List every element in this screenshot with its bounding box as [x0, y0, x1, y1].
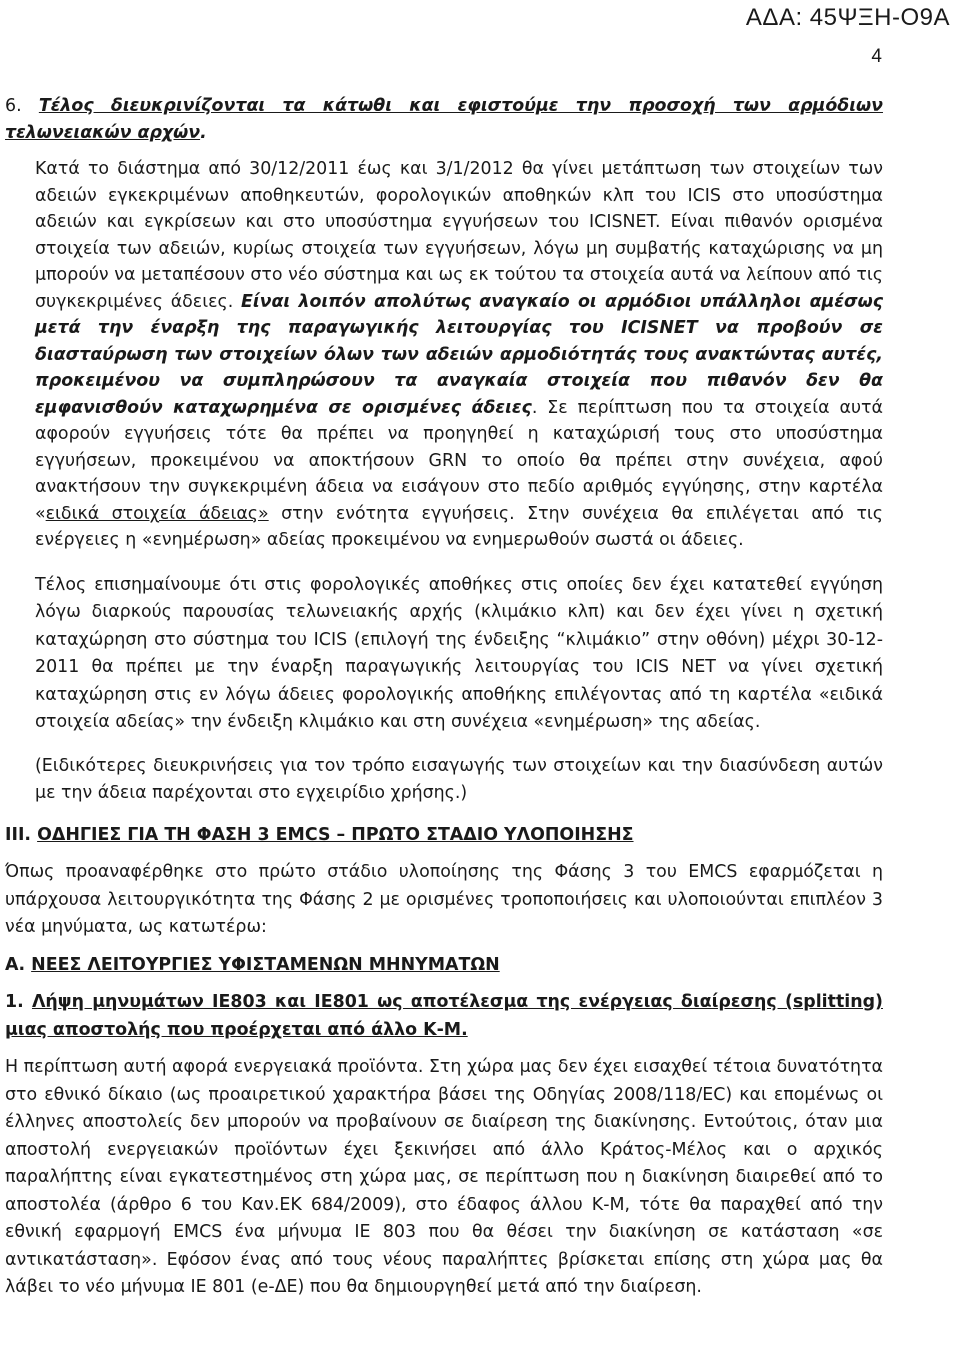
section-3-intro: Όπως προαναφέρθηκε στο πρώτο στάδιο υλοποίησης της Φάσης 3 του EMCS εφαρμόζεται η υπάρχουσα λειτουργικότητα της Φάσης 2 με ορισμένες τροποποιήσεις και υλοποιούνται επιπλέον 3 νέα μηνύματα, ως κατωτέρω:	[5, 862, 883, 937]
item-6-paragraph-3: (Ειδικότερες διευκρινήσεις για τον τρόπο εισαγωγής των στοιχείων και την διασύνδεση αυτών με την άδεια παρέχονται στο εγχειρίδιο χρήσης.)	[35, 755, 883, 803]
item-1-title: Λήψη μηνυμάτων IE803 και IE801 ως αποτέλεσμα της ενέργειας διαίρεσης (splitting) μιας αποστολής που προέρχεται από άλλο Κ-Μ.	[5, 992, 883, 1040]
page-number: 4	[871, 46, 882, 67]
item-1-body: Η περίπτωση αυτή αφορά ενεργειακά προϊόντα. Στη χώρα μας δεν έχει εισαχθεί τέτοια δυνατότητα στο εθνικό δίκαιο (ως προαιρετικού χαρακτήρα βάσει της Οδηγίας 2008/118/EC) και επομένως οι έλληνες αποστολείς δεν μπορούν να προβαίνουν σε διαίρεση της διακίνησης. Εντούτοις, όταν μια αποστολή ενεργειακών προϊόντων έχει ξεκινήσει από άλλο Κράτος-Μέλος και ο αρχικός παραλήπτης είναι εγκατεστημένος στη χώρα μας, σε περίπτωση που η διακίνηση διαιρεθεί από το αποστολέα (άρθρο 6 του Καν.ΕΚ 684/2009), στο έδαφος άλλου Κ-Μ, τότε θα παραχθεί από την εθνική εφαρμογή EMCS ένα μήνυμα IE 803 που θα θέσει την διακίνηση σε κατάσταση «σε αντικατάσταση». Εφόσον ένας από τους νέους παραλήπτες βρίσκεται επίσης στη χώρα μας θα λάβει το νέο μήνυμα IE 801 (e-ΔΕ) που θα δημιουργηθεί μετά από την διαίρεση.	[5, 1057, 883, 1297]
item-6-number: 6.	[5, 96, 22, 116]
section-3-title: ΟΔΗΓΙΕΣ ΓΙΑ ΤΗ ΦΑΣΗ 3 EMCS – ΠΡΩΤΟ ΣΤΑΔΙΟ ΥΛΟΠΟΙΗΣΗΣ	[37, 824, 634, 845]
section-3-number: III.	[5, 824, 32, 845]
paragraph-1-continued: . Σε περίπτωση που τα στοιχεία αυτά αφορούν εγγυήσεις τότε θα πρέπει να προηγηθεί η καταχώρισή τους στο υποσύστημα εγγυήσεων, προκειμένου να αποκτήσουν GRN το οποίο θα πρέπει στην συνέχεια, αφού ανακτήσουν την συγκεκριμένη άδεια να εισάγουν στο πεδίο αριθμός εγγύησης, στην καρτέλα «	[35, 397, 883, 524]
item-6-title: Τέλος διευκρινίζονται τα κάτωθι και εφιστούμε την προσοχή των αρμόδιων τελωνειακών αρχών	[5, 96, 883, 143]
ada-code: ΑΔΑ: 45ΨΞΗ-Ο9Α	[745, 4, 950, 31]
special-info-link[interactable]: ειδικά στοιχεία άδειας»	[45, 503, 269, 524]
item-6-heading	[5, 93, 883, 146]
paragraph-1-end: στην ενότητα εγγυήσεις. Στην συνέχεια θα επιλέγεται από τις ενέργειες η «ενημέρωση» αδείας προκειμένου να ενημερωθούν σωστά οι άδειες.	[35, 503, 884, 550]
item-1-number: 1.	[5, 992, 24, 1012]
item-6-paragraph-2: Τέλος επισημαίνουμε ότι στις φορολογικές αποθήκες στις οποίες δεν έχει κατατεθεί εγγύηση λόγω διαρκούς παρουσίας τελωνειακής αρχής (κλιμάκιο κλπ) και δεν έχει γίνει η σχετική καταχώρηση στο σύστημα του ICIS (επιλογή της ένδειξης “κλιμάκιο” στην οθόνη) μέχρι 30-12-2011 θα πρέπει με την έναρξη παραγωγικής λειτουργίας του ICIS NET να γίνει σχετική καταχώρηση στις εν λόγω άδειες φορολογικής αποθήκης επιλέγοντας από τη καρτέλα «ειδικά στοιχεία αδείας» την ένδειξη κλιμάκιο και στη συνέχεια «ενημέρωση» της αδείας.	[35, 574, 883, 732]
document-body	[5, 93, 884, 1302]
item-6-paragraph-1	[35, 156, 883, 554]
subsection-a-letter: Α.	[5, 954, 26, 975]
item-6-title-end: .	[200, 122, 207, 143]
section-3-heading	[5, 822, 883, 850]
paragraph-1-text: Κατά το διάστημα από 30/12/2011 έως και 3/1/2012 θα γίνει μετάπτωση των στοιχείων των αδειών εγκεκριμένων αποθηκευτών, φορολογικών αποθηκών κλπ του ICIS στο υποσύστημα αδειών και εγκρίσεων και στο υποσύστημα εγγυήσεων του ICISNET. Είναι πιθανόν ορισμένα στοιχεία των αδειών, κυρίως στοιχεία των εγγυήσεων, λόγω μη συμβατής καταχώρισης να μη μπορούν να μεταπέσουν στο νέο σύστημα και ως εκ τούτου τα στοιχεία αυτά να λείπουν από τις συγκεκριμένες άδειες.	[35, 159, 883, 312]
emphasis-text: Είναι λοιπόν απολύτως αναγκαίο οι αρμόδιοι υπάλληλοι αμέσως μετά την έναρξη της παραγωγικής λειτουργίας του ICISNET να προβούν σε διασταύρωση των στοιχείων όλων των αδειών αρμοδιότητάς τους ανακτώντας αυτές, προκειμένου να συμπληρώσουν τα αναγκαία στοιχεία που πιθανόν δεν θα εμφανισθούν καταχωρημένα σε ορισμένες άδειες	[35, 291, 883, 418]
subsection-a-heading	[5, 952, 883, 980]
item-1-heading	[5, 989, 883, 1044]
subsection-a-title: ΝΕΕΣ ΛΕΙΤΟΥΡΓΙΕΣ ΥΦΙΣΤΑΜΕΝΩΝ ΜΗΝΥΜΑΤΩΝ	[31, 954, 500, 975]
